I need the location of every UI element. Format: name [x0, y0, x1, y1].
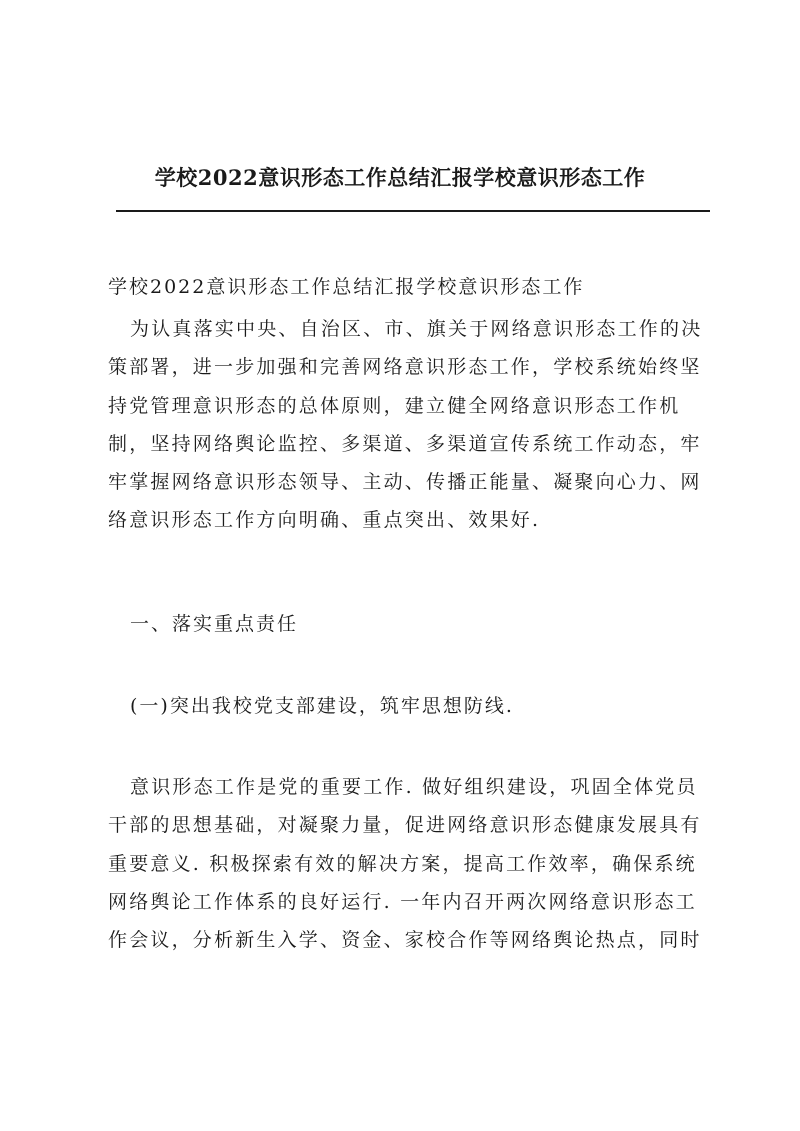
subsection-heading: (一)突出我校党支部建设，筑牢思想防线.	[130, 695, 514, 717]
document-title: 学校2022意识形态工作总结汇报学校意识形态工作	[154, 165, 646, 190]
section-heading: 一、落实重点责任	[130, 613, 299, 635]
title-underline	[116, 210, 710, 212]
document-subtitle: 学校2022意识形态工作总结汇报学校意识形态工作	[108, 276, 585, 298]
body-paragraph: 意识形态工作是党的重要工作. 做好组织建设，巩固全体党员干部的思想基础，对凝聚力量，促进网络意识形态健康发展具有重要意义. 积极探索有效的解决方案，提高工作效率，确保系统网络舆论工作体系的良好运行. 一年内召开两次网络意识形态工作会议，分析新生入学、资金、家校合作等网络舆论热点，同时	[108, 776, 702, 952]
intro-paragraph: 为认真落实中央、自治区、市、旗关于网络意识形态工作的决策部署，进一步加强和完善网络意识形态工作，学校系统始终坚持党管理意识形态的总体原则，建立健全网络意识形态工作机制，坚持网络舆论监控、多渠道、多渠道宣传系统工作动态，牢牢掌握网络意识形态领导、主动、传播正能量、凝聚向心力、网络意识形态工作方向明确、重点突出、效果好.	[108, 318, 703, 532]
